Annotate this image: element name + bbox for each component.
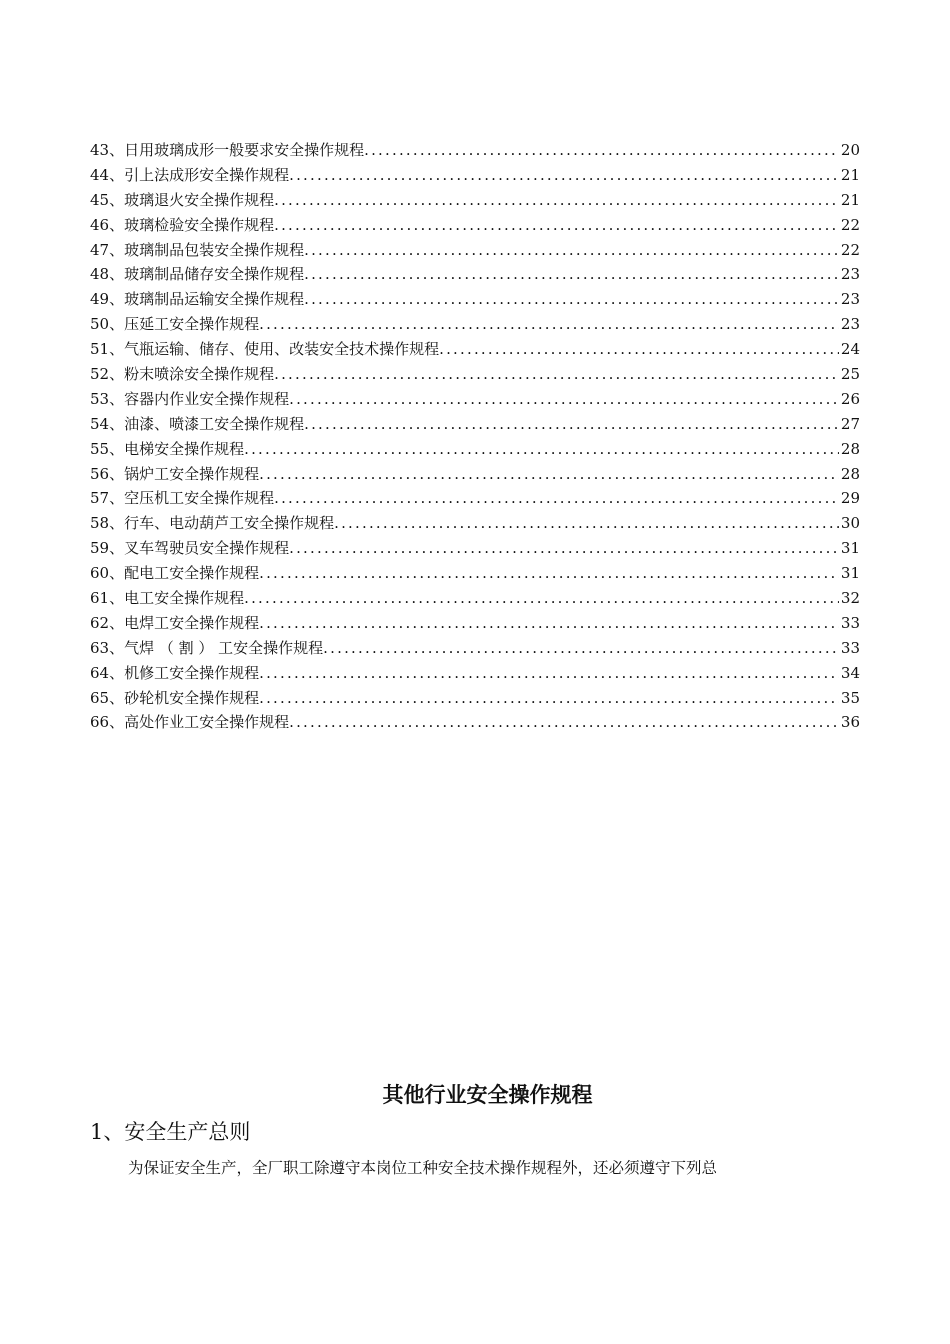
toc-entry-page-number: 20 (840, 140, 860, 159)
toc-dot-leader (304, 238, 839, 263)
toc-entry-page-number: 28 (840, 439, 860, 458)
toc-entry-page-number: 24 (840, 340, 860, 359)
toc-entry-title: 锅炉工安全操作规程 (124, 464, 260, 483)
toc-dot-leader (274, 362, 839, 387)
toc-entry-number: 53、 (90, 389, 125, 408)
toc-entry-title: 砂轮机安全操作规程 (124, 688, 260, 707)
toc-entry-page-number: 26 (840, 389, 860, 408)
toc-entry-number: 62、 (90, 613, 125, 632)
toc-entry-page-number: 28 (840, 464, 860, 483)
toc-dot-leader (244, 586, 839, 611)
toc-dot-leader (259, 661, 839, 686)
toc-entry-title: 日用玻璃成形一般要求安全操作规程 (124, 140, 365, 159)
toc-entry[interactable] (90, 412, 860, 437)
toc-entry[interactable] (90, 262, 860, 287)
document-title: 其他行业安全操作规程 (382, 1082, 593, 1107)
toc-entry-page-number: 22 (840, 215, 860, 234)
toc-entry-number: 45、 (90, 190, 125, 209)
toc-entry-number: 46、 (90, 215, 125, 234)
toc-entry-title: 引上法成形安全操作规程 (124, 165, 290, 184)
toc-entry-title: 电工安全操作规程 (124, 589, 245, 608)
toc-entry-page-number: 21 (840, 165, 860, 184)
toc-dot-leader (304, 412, 839, 437)
toc-entry-number: 44、 (90, 165, 125, 184)
toc-entry-number: 48、 (90, 265, 125, 284)
toc-entry-number: 57、 (90, 489, 125, 508)
toc-entry[interactable] (90, 312, 860, 337)
toc-entry-page-number: 33 (840, 638, 860, 657)
toc-entry-page-number: 31 (840, 564, 860, 583)
toc-entry-number: 61、 (90, 589, 125, 608)
toc-entry-number: 65、 (90, 688, 125, 707)
toc-entry-title: 玻璃制品运输安全操作规程 (124, 290, 305, 309)
toc-dot-leader (364, 138, 839, 163)
toc-entry-page-number: 35 (840, 688, 860, 707)
toc-entry-number: 47、 (90, 240, 125, 259)
toc-dot-leader (244, 437, 839, 462)
toc-dot-leader (334, 511, 839, 536)
toc-entry[interactable] (90, 611, 860, 636)
toc-entry-page-number: 29 (840, 489, 860, 508)
toc-entry-number: 64、 (90, 663, 125, 682)
toc-entry-title: 容器内作业安全操作规程 (124, 389, 290, 408)
toc-entry-number: 59、 (90, 539, 125, 558)
toc-entry-page-number: 31 (840, 539, 860, 558)
toc-entry-page-number: 36 (840, 713, 860, 732)
toc-entry-page-number: 27 (840, 414, 860, 433)
toc-entry-page-number: 32 (840, 589, 860, 608)
toc-entry-page-number: 23 (840, 290, 860, 309)
toc-entry[interactable] (90, 710, 860, 735)
toc-dot-leader (259, 462, 839, 487)
toc-entry-number: 51、 (90, 340, 125, 359)
table-of-contents (90, 138, 860, 735)
toc-dot-leader (259, 686, 839, 711)
toc-entry-title: 行车、电动葫芦工安全操作规程 (124, 514, 335, 533)
toc-dot-leader (304, 287, 839, 312)
toc-entry[interactable] (90, 138, 860, 163)
toc-entry-title: 玻璃制品包装安全操作规程 (124, 240, 305, 259)
toc-entry[interactable] (90, 287, 860, 312)
toc-entry[interactable] (90, 511, 860, 536)
toc-entry-title: 空压机工安全操作规程 (124, 489, 275, 508)
toc-entry[interactable] (90, 387, 860, 412)
toc-dot-leader (323, 636, 839, 661)
toc-entry[interactable] (90, 213, 860, 238)
toc-entry-number: 49、 (90, 290, 125, 309)
toc-entry-title: 高处作业工安全操作规程 (124, 713, 290, 732)
toc-entry-number: 58、 (90, 514, 125, 533)
toc-entry-title: 油漆、喷漆工安全操作规程 (124, 414, 305, 433)
toc-entry[interactable] (90, 163, 860, 188)
toc-entry[interactable] (90, 362, 860, 387)
toc-entry-title: 配电工安全操作规程 (124, 564, 260, 583)
toc-dot-leader (259, 561, 839, 586)
toc-entry-title: 电梯安全操作规程 (124, 439, 245, 458)
toc-entry[interactable] (90, 661, 860, 686)
toc-entry-title: 电焊工安全操作规程 (124, 613, 260, 632)
toc-entry-page-number: 33 (840, 613, 860, 632)
toc-entry-page-number: 22 (840, 240, 860, 259)
toc-dot-leader (304, 262, 839, 287)
toc-entry-title: 气焊 （ 割 ） 工安全操作规程 (124, 638, 324, 657)
toc-entry[interactable] (90, 636, 860, 661)
toc-entry-number: 63、 (90, 638, 125, 657)
toc-entry-page-number: 23 (840, 265, 860, 284)
toc-entry[interactable] (90, 586, 860, 611)
toc-entry[interactable] (90, 337, 860, 362)
toc-entry-title: 叉车驾驶员安全操作规程 (124, 539, 290, 558)
toc-entry-title: 粉末喷涂安全操作规程 (124, 365, 275, 383)
toc-dot-leader (274, 188, 839, 213)
toc-entry-number: 52、 (90, 365, 125, 383)
toc-dot-leader (259, 611, 839, 636)
toc-entry-title: 压延工安全操作规程 (124, 315, 260, 334)
toc-dot-leader (289, 163, 839, 188)
toc-entry-number: 66、 (90, 713, 125, 732)
toc-entry-page-number: 23 (840, 315, 860, 334)
toc-entry[interactable] (90, 462, 860, 487)
toc-dot-leader (289, 387, 839, 412)
toc-entry[interactable] (90, 486, 860, 511)
body-paragraph: 为保证安全生产，全厂职工除遵守本岗位工种安全技术操作规程外，还必须遵守下列总 (128, 1159, 718, 1177)
toc-dot-leader (289, 710, 839, 735)
toc-entry[interactable] (90, 561, 860, 586)
toc-entry-title: 玻璃检验安全操作规程 (124, 215, 275, 234)
toc-entry-page-number: 21 (840, 190, 860, 209)
toc-entry-number: 56、 (90, 464, 125, 483)
toc-entry-number: 43、 (90, 140, 125, 159)
toc-entry-page-number: 30 (840, 514, 860, 533)
toc-entry-number: 55、 (90, 439, 125, 458)
toc-dot-leader (439, 337, 839, 362)
toc-entry[interactable] (90, 536, 860, 561)
toc-entry-number: 54、 (90, 414, 125, 433)
toc-dot-leader (274, 486, 839, 511)
toc-dot-leader (274, 213, 839, 238)
toc-entry-title: 机修工安全操作规程 (124, 663, 260, 682)
toc-entry[interactable] (90, 238, 860, 263)
toc-entry[interactable] (90, 437, 860, 462)
toc-entry-title: 玻璃制品储存安全操作规程 (124, 265, 305, 284)
toc-dot-leader (289, 536, 839, 561)
toc-entry[interactable] (90, 188, 860, 213)
toc-entry-title: 气瓶运输、储存、使用、改装安全技术操作规程 (124, 340, 440, 359)
toc-entry-title: 玻璃退火安全操作规程 (124, 190, 275, 209)
toc-entry-page-number: 34 (840, 663, 860, 682)
section-heading: 1、安全生产总则 (90, 1120, 251, 1144)
toc-entry[interactable] (90, 686, 860, 711)
toc-entry-page-number: 25 (840, 365, 860, 383)
toc-entry-number: 60、 (90, 564, 125, 583)
toc-dot-leader (259, 312, 839, 337)
toc-entry-number: 50、 (90, 315, 125, 334)
